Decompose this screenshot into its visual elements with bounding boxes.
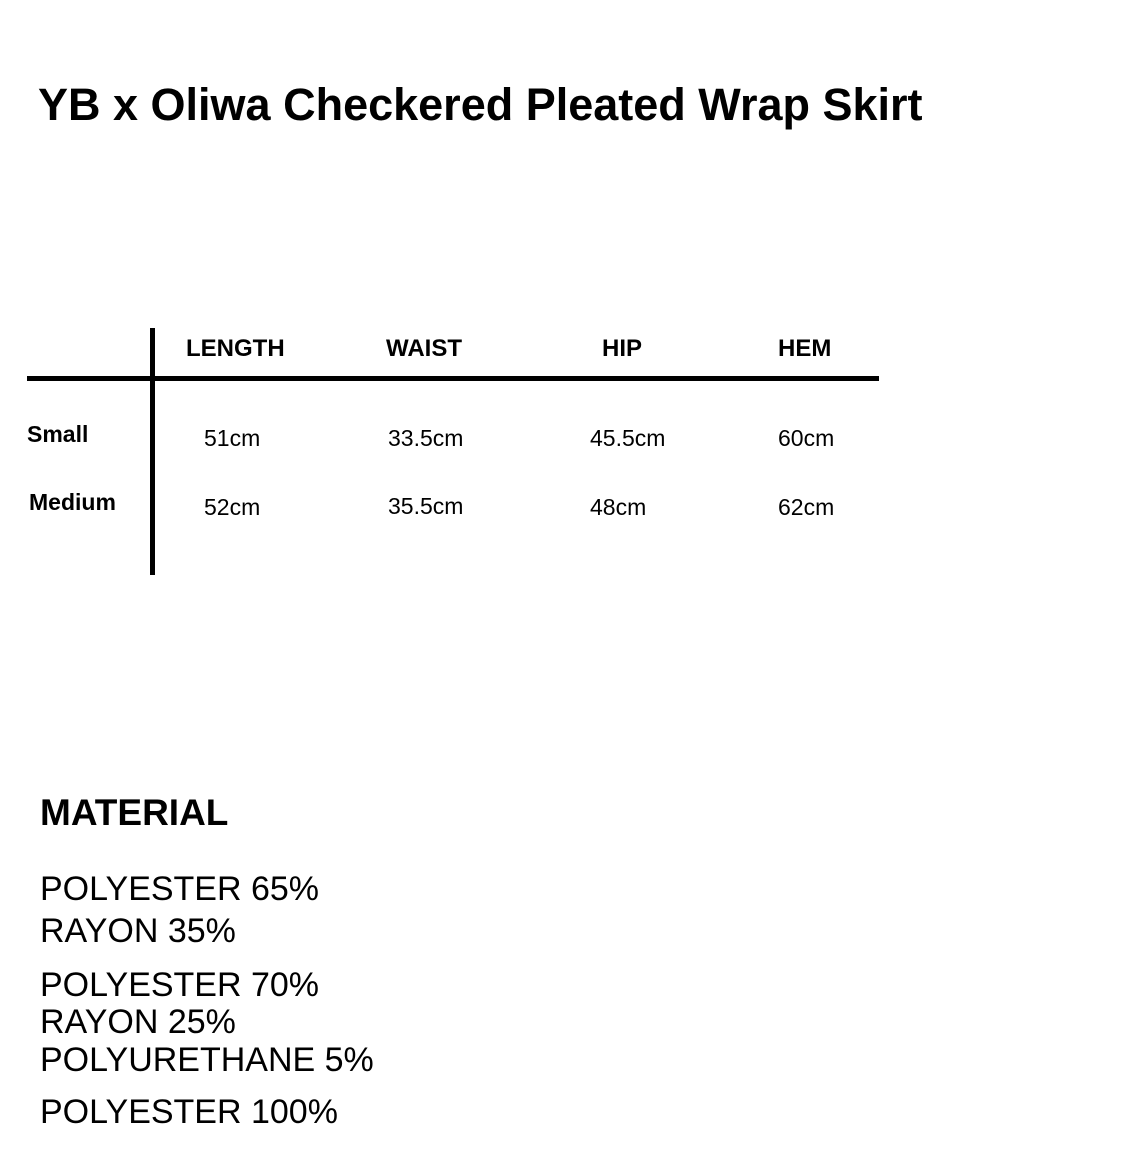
material-line: POLYESTER 65% — [40, 870, 320, 908]
material-line: POLYESTER 70% — [40, 966, 320, 1004]
column-header-hip: HIP — [602, 335, 643, 362]
row-label-small: Small — [27, 421, 89, 447]
column-header-waist: WAIST — [386, 335, 462, 362]
column-header-length: LENGTH — [186, 335, 285, 362]
table-cell: 62cm — [778, 494, 835, 520]
table-cell: 45.5cm — [590, 425, 666, 451]
table-vertical-divider — [150, 328, 155, 575]
material-heading: MATERIAL — [40, 792, 229, 833]
material-line: POLYURETHANE 5% — [40, 1041, 374, 1079]
column-header-hem: HEM — [778, 335, 832, 362]
table-horizontal-divider — [27, 376, 879, 381]
material-line: POLYESTER 100% — [40, 1093, 338, 1131]
page-title: YB x Oliwa Checkered Pleated Wrap Skirt — [38, 79, 923, 130]
table-cell: 52cm — [204, 494, 261, 520]
row-label-medium: Medium — [29, 489, 116, 515]
table-cell: 51cm — [204, 425, 261, 451]
table-cell: 35.5cm — [388, 493, 464, 519]
table-cell: 33.5cm — [388, 425, 464, 451]
material-line: RAYON 35% — [40, 912, 236, 950]
table-cell: 48cm — [590, 494, 647, 520]
table-cell: 60cm — [778, 425, 835, 451]
material-line: RAYON 25% — [40, 1003, 236, 1041]
